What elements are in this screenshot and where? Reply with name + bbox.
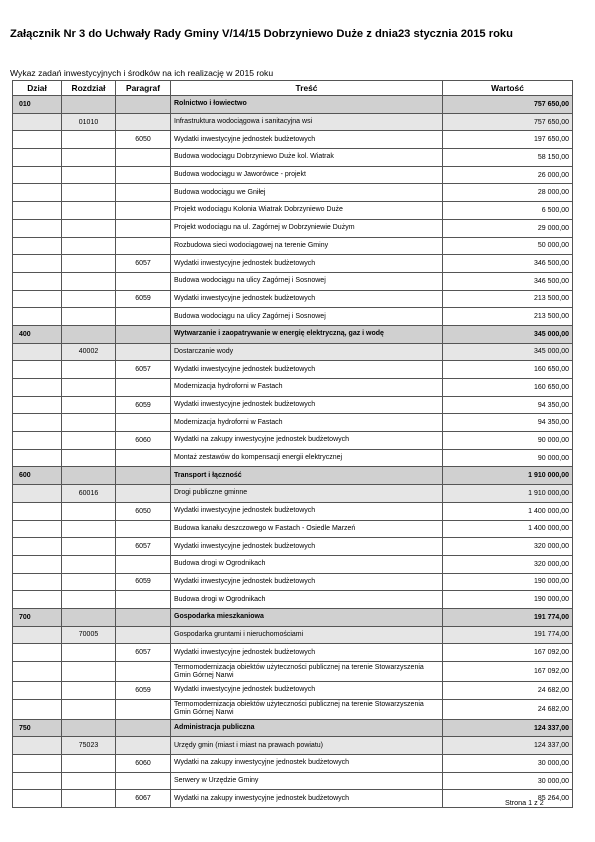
cell-dzial: 700 bbox=[13, 608, 62, 626]
cell-wartosc: 24 682,00 bbox=[443, 699, 573, 719]
cell-tresc: Urzędy gmin (miast i miast na prawach powiatu) bbox=[171, 737, 443, 755]
cell-tresc: Wydatki inwestycyjne jednostek budżetowych bbox=[171, 502, 443, 520]
cell-dzial bbox=[13, 662, 62, 682]
table-header-row bbox=[13, 81, 573, 96]
cell-paragraf bbox=[116, 719, 171, 737]
cell-rozdzial: 01010 bbox=[62, 113, 116, 131]
table-row bbox=[13, 166, 573, 184]
cell-wartosc: 124 337,00 bbox=[443, 737, 573, 755]
cell-dzial bbox=[13, 290, 62, 308]
table-row bbox=[13, 682, 573, 700]
cell-paragraf: 6057 bbox=[116, 361, 171, 379]
cell-dzial bbox=[13, 343, 62, 361]
table-row bbox=[13, 361, 573, 379]
cell-dzial bbox=[13, 591, 62, 609]
cell-tresc: Budowa wodociągu na ulicy Zagórnej i Sosnowej bbox=[171, 272, 443, 290]
cell-tresc: Budowa wodociągu w Jaworówce - projekt bbox=[171, 166, 443, 184]
cell-dzial: 600 bbox=[13, 467, 62, 485]
table-row bbox=[13, 272, 573, 290]
cell-rozdzial bbox=[62, 272, 116, 290]
cell-rozdzial bbox=[62, 555, 116, 573]
cell-dzial bbox=[13, 737, 62, 755]
cell-dzial bbox=[13, 449, 62, 467]
cell-wartosc: 1 910 000,00 bbox=[443, 485, 573, 503]
table-row bbox=[13, 608, 573, 626]
cell-paragraf bbox=[116, 379, 171, 397]
cell-tresc: Wydatki na zakupy inwestycyjne jednostek budżetowych bbox=[171, 790, 443, 808]
cell-paragraf: 6067 bbox=[116, 790, 171, 808]
cell-rozdzial bbox=[62, 591, 116, 609]
cell-rozdzial bbox=[62, 432, 116, 450]
cell-wartosc: 345 000,00 bbox=[443, 325, 573, 343]
table-row bbox=[13, 255, 573, 273]
cell-dzial bbox=[13, 396, 62, 414]
cell-tresc: Rozbudowa sieci wodociągowej na terenie Gminy bbox=[171, 237, 443, 255]
table-row bbox=[13, 237, 573, 255]
cell-tresc: Wydatki inwestycyjne jednostek budżetowych bbox=[171, 255, 443, 273]
cell-rozdzial: 75023 bbox=[62, 737, 116, 755]
table-row bbox=[13, 379, 573, 397]
cell-dzial bbox=[13, 485, 62, 503]
table-row bbox=[13, 325, 573, 343]
table-row bbox=[13, 219, 573, 237]
cell-rozdzial bbox=[62, 184, 116, 202]
cell-dzial bbox=[13, 202, 62, 220]
cell-dzial bbox=[13, 682, 62, 700]
cell-wartosc: 346 500,00 bbox=[443, 255, 573, 273]
cell-wartosc: 26 000,00 bbox=[443, 166, 573, 184]
cell-paragraf bbox=[116, 608, 171, 626]
cell-rozdzial bbox=[62, 662, 116, 682]
cell-rozdzial: 60016 bbox=[62, 485, 116, 503]
cell-wartosc: 90 000,00 bbox=[443, 432, 573, 450]
cell-tresc: Budowa kanału deszczowego w Fastach - Osiedle Marzeń bbox=[171, 520, 443, 538]
cell-wartosc: 1 400 000,00 bbox=[443, 502, 573, 520]
cell-paragraf bbox=[116, 184, 171, 202]
cell-wartosc: 320 000,00 bbox=[443, 538, 573, 556]
cell-paragraf bbox=[116, 772, 171, 790]
cell-dzial bbox=[13, 520, 62, 538]
cell-dzial bbox=[13, 219, 62, 237]
cell-paragraf bbox=[116, 325, 171, 343]
cell-paragraf bbox=[116, 467, 171, 485]
cell-paragraf bbox=[116, 166, 171, 184]
cell-wartosc: 190 000,00 bbox=[443, 591, 573, 609]
table-row bbox=[13, 772, 573, 790]
cell-paragraf bbox=[116, 96, 171, 114]
cell-tresc: Wydatki inwestycyjne jednostek budżetowych bbox=[171, 682, 443, 700]
table-row bbox=[13, 467, 573, 485]
cell-rozdzial bbox=[62, 790, 116, 808]
cell-tresc: Serwery w Urzędzie Gminy bbox=[171, 772, 443, 790]
cell-paragraf bbox=[116, 343, 171, 361]
table-row bbox=[13, 343, 573, 361]
table-row bbox=[13, 790, 573, 808]
cell-tresc: Budowa wodociągu we Gniłej bbox=[171, 184, 443, 202]
cell-paragraf: 6059 bbox=[116, 573, 171, 591]
table-row bbox=[13, 699, 573, 719]
cell-rozdzial bbox=[62, 96, 116, 114]
table-row bbox=[13, 414, 573, 432]
cell-tresc: Wydatki inwestycyjne jednostek budżetowych bbox=[171, 644, 443, 662]
cell-dzial bbox=[13, 184, 62, 202]
cell-wartosc: 160 650,00 bbox=[443, 379, 573, 397]
cell-tresc: Budowa drogi w Ogrodnikach bbox=[171, 591, 443, 609]
table-row bbox=[13, 202, 573, 220]
page-title: Załącznik Nr 3 do Uchwały Rady Gminy V/14/15 Dobrzyniewo Duże z dnia23 stycznia 2015 roku bbox=[10, 28, 513, 40]
cell-wartosc: 1 910 000,00 bbox=[443, 467, 573, 485]
cell-dzial bbox=[13, 255, 62, 273]
cell-tresc: Wydatki inwestycyjne jednostek budżetowych bbox=[171, 131, 443, 149]
table-row bbox=[13, 644, 573, 662]
cell-tresc: Budowa wodociągu na ulicy Zagórnej i Sosnowej bbox=[171, 308, 443, 326]
cell-rozdzial bbox=[62, 682, 116, 700]
cell-tresc: Wydatki na zakupy inwestycyjne jednostek budżetowych bbox=[171, 755, 443, 773]
cell-dzial bbox=[13, 113, 62, 131]
cell-wartosc: 30 000,00 bbox=[443, 772, 573, 790]
cell-wartosc: 191 774,00 bbox=[443, 626, 573, 644]
cell-dzial bbox=[13, 573, 62, 591]
cell-rozdzial bbox=[62, 361, 116, 379]
cell-dzial bbox=[13, 772, 62, 790]
cell-wartosc: 90 000,00 bbox=[443, 449, 573, 467]
cell-wartosc: 28 000,00 bbox=[443, 184, 573, 202]
cell-dzial bbox=[13, 308, 62, 326]
cell-wartosc: 191 774,00 bbox=[443, 608, 573, 626]
table-row bbox=[13, 573, 573, 591]
cell-wartosc: 320 000,00 bbox=[443, 555, 573, 573]
cell-wartosc: 197 650,00 bbox=[443, 131, 573, 149]
cell-paragraf: 6057 bbox=[116, 538, 171, 556]
cell-tresc: Wydatki inwestycyjne jednostek budżetowych bbox=[171, 573, 443, 591]
cell-rozdzial: 40002 bbox=[62, 343, 116, 361]
cell-rozdzial bbox=[62, 772, 116, 790]
cell-rozdzial bbox=[62, 255, 116, 273]
table-row bbox=[13, 290, 573, 308]
cell-tresc: Termomodernizacja obiektów użyteczności publicznej na terenie Stowarzyszenia Gmin Górnej Narwi bbox=[171, 699, 443, 719]
cell-wartosc: 29 000,00 bbox=[443, 219, 573, 237]
cell-wartosc: 167 092,00 bbox=[443, 662, 573, 682]
cell-paragraf: 6057 bbox=[116, 255, 171, 273]
cell-dzial bbox=[13, 432, 62, 450]
cell-rozdzial bbox=[62, 396, 116, 414]
table-row bbox=[13, 662, 573, 682]
cell-tresc: Gospodarka mieszkaniowa bbox=[171, 608, 443, 626]
cell-tresc: Wydatki inwestycyjne jednostek budżetowych bbox=[171, 361, 443, 379]
cell-rozdzial bbox=[62, 219, 116, 237]
cell-wartosc: 30 000,00 bbox=[443, 755, 573, 773]
cell-dzial bbox=[13, 502, 62, 520]
cell-paragraf bbox=[116, 113, 171, 131]
cell-dzial bbox=[13, 361, 62, 379]
cell-paragraf bbox=[116, 555, 171, 573]
cell-paragraf bbox=[116, 737, 171, 755]
cell-rozdzial bbox=[62, 502, 116, 520]
cell-wartosc: 345 000,00 bbox=[443, 343, 573, 361]
cell-wartosc: 160 650,00 bbox=[443, 361, 573, 379]
cell-dzial bbox=[13, 699, 62, 719]
cell-dzial: 010 bbox=[13, 96, 62, 114]
cell-rozdzial bbox=[62, 202, 116, 220]
cell-tresc: Gospodarka gruntami i nieruchomościami bbox=[171, 626, 443, 644]
cell-wartosc: 6 500,00 bbox=[443, 202, 573, 220]
cell-paragraf bbox=[116, 626, 171, 644]
cell-dzial bbox=[13, 379, 62, 397]
cell-tresc: Montaż zestawów do kompensacji energii elektrycznej bbox=[171, 449, 443, 467]
cell-tresc: Modernizacja hydroforni w Fastach bbox=[171, 414, 443, 432]
cell-dzial: 750 bbox=[13, 719, 62, 737]
cell-rozdzial bbox=[62, 325, 116, 343]
header-wartosc: Wartość bbox=[443, 81, 573, 96]
header-dzial: Dział bbox=[13, 81, 62, 96]
cell-paragraf bbox=[116, 485, 171, 503]
cell-wartosc: 167 092,00 bbox=[443, 644, 573, 662]
table-row bbox=[13, 184, 573, 202]
cell-paragraf bbox=[116, 520, 171, 538]
cell-dzial bbox=[13, 644, 62, 662]
cell-dzial: 400 bbox=[13, 325, 62, 343]
table-row bbox=[13, 502, 573, 520]
cell-dzial bbox=[13, 538, 62, 556]
table-row bbox=[13, 432, 573, 450]
cell-paragraf bbox=[116, 449, 171, 467]
cell-paragraf: 6060 bbox=[116, 432, 171, 450]
table-row bbox=[13, 591, 573, 609]
cell-rozdzial bbox=[62, 131, 116, 149]
cell-tresc: Projekt wodociągu Kolonia Wiatrak Dobrzyniewo Duże bbox=[171, 202, 443, 220]
cell-tresc: Administracja publiczna bbox=[171, 719, 443, 737]
cell-tresc: Wytwarzanie i zaopatrywanie w energię elektryczną, gaz i wodę bbox=[171, 325, 443, 343]
cell-tresc: Wydatki na zakupy inwestycyjne jednostek budżetowych bbox=[171, 432, 443, 450]
table-row bbox=[13, 113, 573, 131]
cell-tresc: Wydatki inwestycyjne jednostek budżetowych bbox=[171, 290, 443, 308]
table-row bbox=[13, 737, 573, 755]
cell-dzial bbox=[13, 131, 62, 149]
cell-paragraf: 6059 bbox=[116, 396, 171, 414]
cell-tresc: Transport i łączność bbox=[171, 467, 443, 485]
page-number: Strona 1 z 2 bbox=[505, 798, 544, 807]
cell-dzial bbox=[13, 626, 62, 644]
cell-paragraf bbox=[116, 237, 171, 255]
cell-rozdzial bbox=[62, 699, 116, 719]
cell-wartosc: 94 350,00 bbox=[443, 396, 573, 414]
header-paragraf: Paragraf bbox=[116, 81, 171, 96]
cell-tresc: Termomodernizacja obiektów użyteczności publicznej na terenie Stowarzyszenia Gmin Górnej Narwi bbox=[171, 662, 443, 682]
cell-wartosc: 190 000,00 bbox=[443, 573, 573, 591]
table-row bbox=[13, 449, 573, 467]
cell-wartosc: 58 150,00 bbox=[443, 149, 573, 167]
cell-rozdzial bbox=[62, 644, 116, 662]
cell-tresc: Modernizacja hydroforni w Fastach bbox=[171, 379, 443, 397]
cell-rozdzial: 70005 bbox=[62, 626, 116, 644]
table-body bbox=[13, 96, 573, 808]
cell-paragraf: 6059 bbox=[116, 290, 171, 308]
cell-paragraf: 6050 bbox=[116, 502, 171, 520]
cell-wartosc: 85 264,00 bbox=[443, 790, 573, 808]
cell-tresc: Wydatki inwestycyjne jednostek budżetowych bbox=[171, 538, 443, 556]
table-row bbox=[13, 719, 573, 737]
cell-rozdzial bbox=[62, 467, 116, 485]
table-row bbox=[13, 149, 573, 167]
cell-wartosc: 757 650,00 bbox=[443, 113, 573, 131]
cell-wartosc: 24 682,00 bbox=[443, 682, 573, 700]
table-row bbox=[13, 131, 573, 149]
cell-wartosc: 124 337,00 bbox=[443, 719, 573, 737]
cell-tresc: Infrastruktura wodociągowa i sanitacyjna wsi bbox=[171, 113, 443, 131]
cell-paragraf bbox=[116, 591, 171, 609]
cell-wartosc: 757 650,00 bbox=[443, 96, 573, 114]
cell-tresc: Wydatki inwestycyjne jednostek budżetowych bbox=[171, 396, 443, 414]
cell-rozdzial bbox=[62, 166, 116, 184]
cell-rozdzial bbox=[62, 538, 116, 556]
table-row bbox=[13, 538, 573, 556]
cell-rozdzial bbox=[62, 290, 116, 308]
cell-paragraf bbox=[116, 699, 171, 719]
table-row bbox=[13, 485, 573, 503]
cell-paragraf bbox=[116, 414, 171, 432]
cell-dzial bbox=[13, 414, 62, 432]
cell-tresc: Budowa drogi w Ogrodnikach bbox=[171, 555, 443, 573]
table-row bbox=[13, 396, 573, 414]
cell-paragraf bbox=[116, 202, 171, 220]
table-row bbox=[13, 96, 573, 114]
cell-dzial bbox=[13, 166, 62, 184]
cell-paragraf: 6057 bbox=[116, 644, 171, 662]
cell-rozdzial bbox=[62, 379, 116, 397]
cell-rozdzial bbox=[62, 755, 116, 773]
header-tresc: Treść bbox=[171, 81, 443, 96]
cell-dzial bbox=[13, 237, 62, 255]
cell-dzial bbox=[13, 755, 62, 773]
cell-wartosc: 346 500,00 bbox=[443, 272, 573, 290]
cell-tresc: Dostarczanie wody bbox=[171, 343, 443, 361]
cell-rozdzial bbox=[62, 608, 116, 626]
cell-wartosc: 213 500,00 bbox=[443, 308, 573, 326]
cell-rozdzial bbox=[62, 520, 116, 538]
cell-tresc: Rolnictwo i łowiectwo bbox=[171, 96, 443, 114]
cell-tresc: Drogi publiczne gminne bbox=[171, 485, 443, 503]
cell-dzial bbox=[13, 272, 62, 290]
table-row bbox=[13, 520, 573, 538]
cell-rozdzial bbox=[62, 414, 116, 432]
header-rozdzial: Rozdział bbox=[62, 81, 116, 96]
cell-paragraf bbox=[116, 662, 171, 682]
cell-paragraf bbox=[116, 272, 171, 290]
cell-paragraf: 6060 bbox=[116, 755, 171, 773]
cell-tresc: Budowa wodociągu Dobrzyniewo Duże kol. Wiatrak bbox=[171, 149, 443, 167]
cell-paragraf bbox=[116, 149, 171, 167]
cell-dzial bbox=[13, 790, 62, 808]
investment-table bbox=[12, 80, 573, 808]
cell-paragraf: 6050 bbox=[116, 131, 171, 149]
table-row bbox=[13, 626, 573, 644]
table-row bbox=[13, 755, 573, 773]
cell-rozdzial bbox=[62, 308, 116, 326]
cell-rozdzial bbox=[62, 719, 116, 737]
cell-dzial bbox=[13, 149, 62, 167]
cell-rozdzial bbox=[62, 237, 116, 255]
cell-paragraf bbox=[116, 219, 171, 237]
cell-wartosc: 50 000,00 bbox=[443, 237, 573, 255]
table-row bbox=[13, 555, 573, 573]
cell-tresc: Projekt wodociągu na ul. Zagórnej w Dobrzyniewie Dużym bbox=[171, 219, 443, 237]
cell-rozdzial bbox=[62, 149, 116, 167]
cell-wartosc: 213 500,00 bbox=[443, 290, 573, 308]
cell-dzial bbox=[13, 555, 62, 573]
cell-rozdzial bbox=[62, 449, 116, 467]
cell-rozdzial bbox=[62, 573, 116, 591]
table-caption: Wykaz zadań inwestycyjnych i środków na ich realizację w 2015 roku bbox=[10, 68, 274, 78]
cell-paragraf bbox=[116, 308, 171, 326]
cell-paragraf: 6059 bbox=[116, 682, 171, 700]
cell-wartosc: 1 400 000,00 bbox=[443, 520, 573, 538]
table-row bbox=[13, 308, 573, 326]
cell-wartosc: 94 350,00 bbox=[443, 414, 573, 432]
